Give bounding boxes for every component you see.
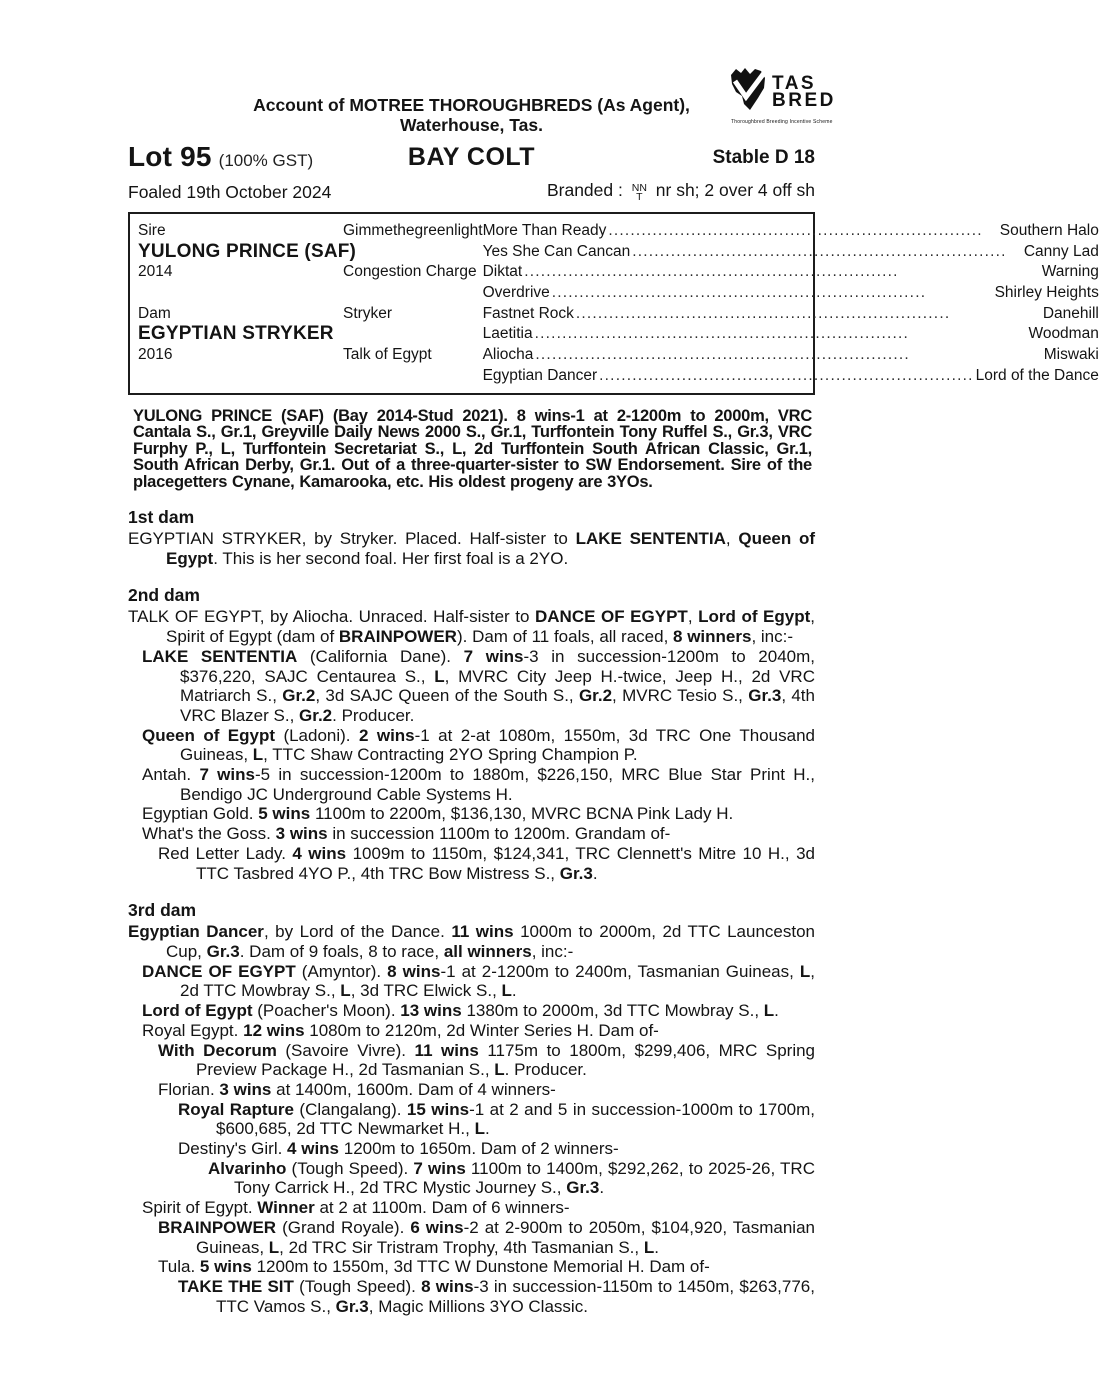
pedigree-entry: Red Letter Lady. 4 wins 1009m to 1150m, $124,341, TRC Clennett's Mitre 10 H., 3d TTC Tasbred 4YO P., 4th TRC Bow Mistress S., Gr.3. — [158, 843, 816, 883]
sire-sire: Gimmethegreenlight — [343, 221, 483, 239]
pedigree-entry: Antah. 7 wins-5 in succession-1200m to 1880m, $226,150, MRC Blue Star Print H., Bendigo JC Underground Cable Systems H. — [142, 765, 815, 804]
pedigree-entry: What's the Goss. 3 wins in succession 1100m to 1200m. Grandam of- — [142, 824, 671, 844]
gen3-left: Overdrive — [482, 283, 550, 301]
gen3-row — [483, 263, 1099, 281]
sire-year: 2014 — [138, 263, 173, 281]
lot-number: Lot 95 — [128, 141, 212, 172]
pedigree-entry: BRAINPOWER (Grand Royale). 6 wins-2 at 2-900m to 2050m, $104,920, Tasmanian Guineas, L, 2d TRC Sir Tristram Trophy, 4th Tasmanian S., L. — [158, 1217, 815, 1257]
pedigree-entry: Queen of Egypt (Ladoni). 2 wins-1 at 2-at 1080m, 1550m, 3d TRC One Thousand Guineas, L, TTC Shaw Contracting 2YO Spring Champion P. — [142, 725, 815, 765]
gen3-row — [483, 325, 1099, 343]
lot-row — [128, 141, 815, 175]
gen3-row — [483, 346, 1099, 364]
gen3-right: Lord of the Dance — [975, 366, 1099, 384]
gen3-right: Canny Lad — [1023, 242, 1099, 260]
gen3-right: Danehill — [1042, 304, 1099, 322]
pedigree-entry: DANCE OF EGYPT (Amyntor). 8 wins-1 at 2-1200m to 2400m, Tasmanian Guineas, L, 2d TTC Mowbray S., L, 3d TRC Elwick S., L. — [142, 961, 815, 1001]
gen3-left: Egyptian Dancer — [482, 366, 598, 384]
logo-tagline: Thoroughbred Breeding Incentive Scheme — [728, 119, 834, 125]
pedigree-entry: Egyptian Dancer, by Lord of the Dance. 11 wins 1000m to 2000m, 2d TTC Launceston Cup, Gr.3. Dam of 9 foals, 8 to race, all winners, inc:- — [128, 922, 816, 961]
pedigree-left-block — [138, 221, 483, 387]
pedigree-entry: Royal Egypt. 12 wins 1080m to 2120m, 2d Winter Series H. Dam of- — [142, 1020, 659, 1040]
pedigree-entry: Royal Rapture (Clangalang). 15 wins-1 at 2 and 5 in succession-1000m to 1700m, $600,685, 2d TTC Newmarket H., L. — [178, 1099, 816, 1139]
gen3-left: Fastnet Rock — [482, 304, 574, 322]
branded-info — [547, 180, 815, 203]
sire-dam: Congestion Charge — [343, 263, 477, 281]
gen3-right: Shirley Heights — [994, 283, 1099, 301]
gen3-row — [483, 367, 1099, 385]
dam-section-1 — [128, 507, 815, 568]
gen3-right: Miswaki — [1043, 345, 1099, 363]
gen3-left: More Than Ready — [482, 221, 607, 239]
pedigree-entry: TALK OF EGYPT, by Aliocha. Unraced. Half-sister to DANCE OF EGYPT, Lord of Egypt, Spirit of Egypt (dam of BRAINPOWER). Dam of 11 foals, all raced, 8 winners, inc:- — [128, 607, 816, 647]
foaled-date: Foaled 19th October 2024 — [128, 181, 332, 202]
pedigree-entry: Egyptian Gold. 5 wins 1100m to 2200m, $136,130, MVRC BCNA Pink Lady H. — [142, 804, 734, 824]
gen3-row — [483, 222, 1099, 240]
sire-label: Sire — [138, 221, 166, 239]
dot-leader — [599, 367, 973, 385]
dot-leader — [576, 305, 1041, 323]
gen3-right: Woodman — [1028, 325, 1099, 343]
section-heading: 1st dam — [128, 507, 195, 528]
pedigree-entry: Spirit of Egypt. Winner at 2 at 1100m. Dam of 6 winners- — [142, 1198, 570, 1218]
gen3-right: Warning — [1041, 263, 1099, 281]
gen3-left: Yes She Can Cancan — [482, 242, 631, 260]
dot-leader — [552, 284, 993, 302]
gen3-left: Aliocha — [482, 345, 534, 363]
stable-number: Stable D 18 — [712, 147, 815, 168]
brand-description: nr sh; 2 over 4 off sh — [655, 180, 815, 200]
sire-blurb: YULONG PRINCE (SAF) (Bay 2014-Stud 2021). 8 wins-1 at 2-1200m to 2000m, VRC Cantala S., Gr.1, Greyville Daily News 2000 S., Gr.1, Turffontein Tony Ruffel S., Gr.3, VRC Furphy P., L, Turffontein Secretariat S., L, 2d Turffontein South African Classic, Gr.1, South African Derby, Gr.1. Out of a three-quarter-sister to SW Endorsement. Sire of the placegetters Cynane, Kamarooka, etc. His oldest progeny are 3YOs. — [133, 407, 812, 491]
dot-leader — [608, 222, 997, 240]
pedigree-entry: With Decorum (Savoire Vivre). 11 wins 1175m to 1800m, $299,406, MRC Spring Preview Package H., 2d Tasmanian S., L. Producer. — [158, 1040, 816, 1080]
pedigree-entry: Lord of Egypt (Poacher's Moon). 13 wins 1380m to 2000m, 3d TTC Mowbray S., L. — [142, 1001, 779, 1021]
pedigree-entry: Florian. 3 wins at 1400m, 1600m. Dam of 4 winners- — [158, 1079, 556, 1099]
gen3-left: Diktat — [482, 263, 523, 281]
pedigree-table — [128, 212, 1099, 396]
pedigree-entry: EGYPTIAN STRYKER, by Stryker. Placed. Half-sister to LAKE SENTENTIA, Queen of Egypt. This is her second foal. Her first foal is a 2YO. — [128, 529, 816, 568]
dot-leader — [524, 263, 1039, 281]
gen3-row — [483, 305, 1099, 323]
pedigree-entry: TAKE THE SIT (Tough Speed). 8 wins-3 in succession-1150m to 1450m, $263,776, TTC Vamos S., Gr.3, Magic Millions 3YO Classic. — [178, 1276, 815, 1316]
dot-leader — [535, 346, 1041, 364]
section-heading: 3rd dam — [128, 900, 197, 921]
dam-dam: Talk of Egypt — [343, 345, 432, 363]
gst-note: (100% GST) — [218, 151, 314, 170]
account-line-2: Waterhouse, Tas. — [400, 115, 543, 135]
logo-line1: TAS — [772, 72, 817, 94]
brand-mark: NN T — [631, 181, 647, 203]
pedigree-gen3-block — [483, 221, 1099, 387]
branded-label: Branded : — [546, 180, 623, 200]
gen3-left: Laetitia — [482, 325, 533, 343]
dam-label: Dam — [138, 304, 171, 322]
dam-section-3 — [128, 900, 815, 1316]
dam-section-2 — [128, 585, 815, 883]
dam-year: 2016 — [138, 345, 173, 363]
section-heading: 2nd dam — [128, 585, 200, 606]
dot-leader — [632, 243, 1022, 261]
foaled-branded-row — [128, 180, 815, 203]
dot-leader — [535, 325, 1027, 343]
pedigree-entry: Alvarinho (Tough Speed). 7 wins 1100m to 1400m, $292,262, to 2025-26, TRC Tony Carrick H., 2d TRC Mystic Journey S., Gr.3. — [208, 1158, 815, 1198]
pedigree-entry: LAKE SENTENTIA (California Dane). 7 wins-3 in succession-1200m to 2040m, $376,220, SAJC Centaurea S., L, MVRC City Jeep H.-twice, Jeep H., 2d VRC Matriarch S., Gr.2, 3d SAJC Queen of the South S., Gr.2, MVRC Tesio S., Gr.3, 4th VRC Blazer S., Gr.2. Producer. — [142, 646, 815, 725]
account-line-1: Account of MOTREE THOROUGHBREDS (As Agent), — [253, 95, 690, 115]
pedigree-entry: Tula. 5 wins 1200m to 1550m, 3d TTC W Dunstone Memorial H. Dam of- — [158, 1257, 710, 1277]
gen3-row — [483, 243, 1099, 261]
page-title: BAY COLT — [407, 143, 536, 171]
gen3-row — [483, 284, 1099, 302]
dam-sire: Stryker — [343, 304, 393, 322]
gen3-right: Southern Halo — [999, 221, 1099, 239]
logo-line2: BRED — [772, 89, 836, 111]
sire-name: YULONG PRINCE (SAF) — [138, 240, 357, 262]
dam-name: EGYPTIAN STRYKER — [138, 323, 334, 345]
pedigree-entry: Destiny's Girl. 4 wins 1200m to 1650m. Dam of 2 winners- — [178, 1139, 619, 1159]
